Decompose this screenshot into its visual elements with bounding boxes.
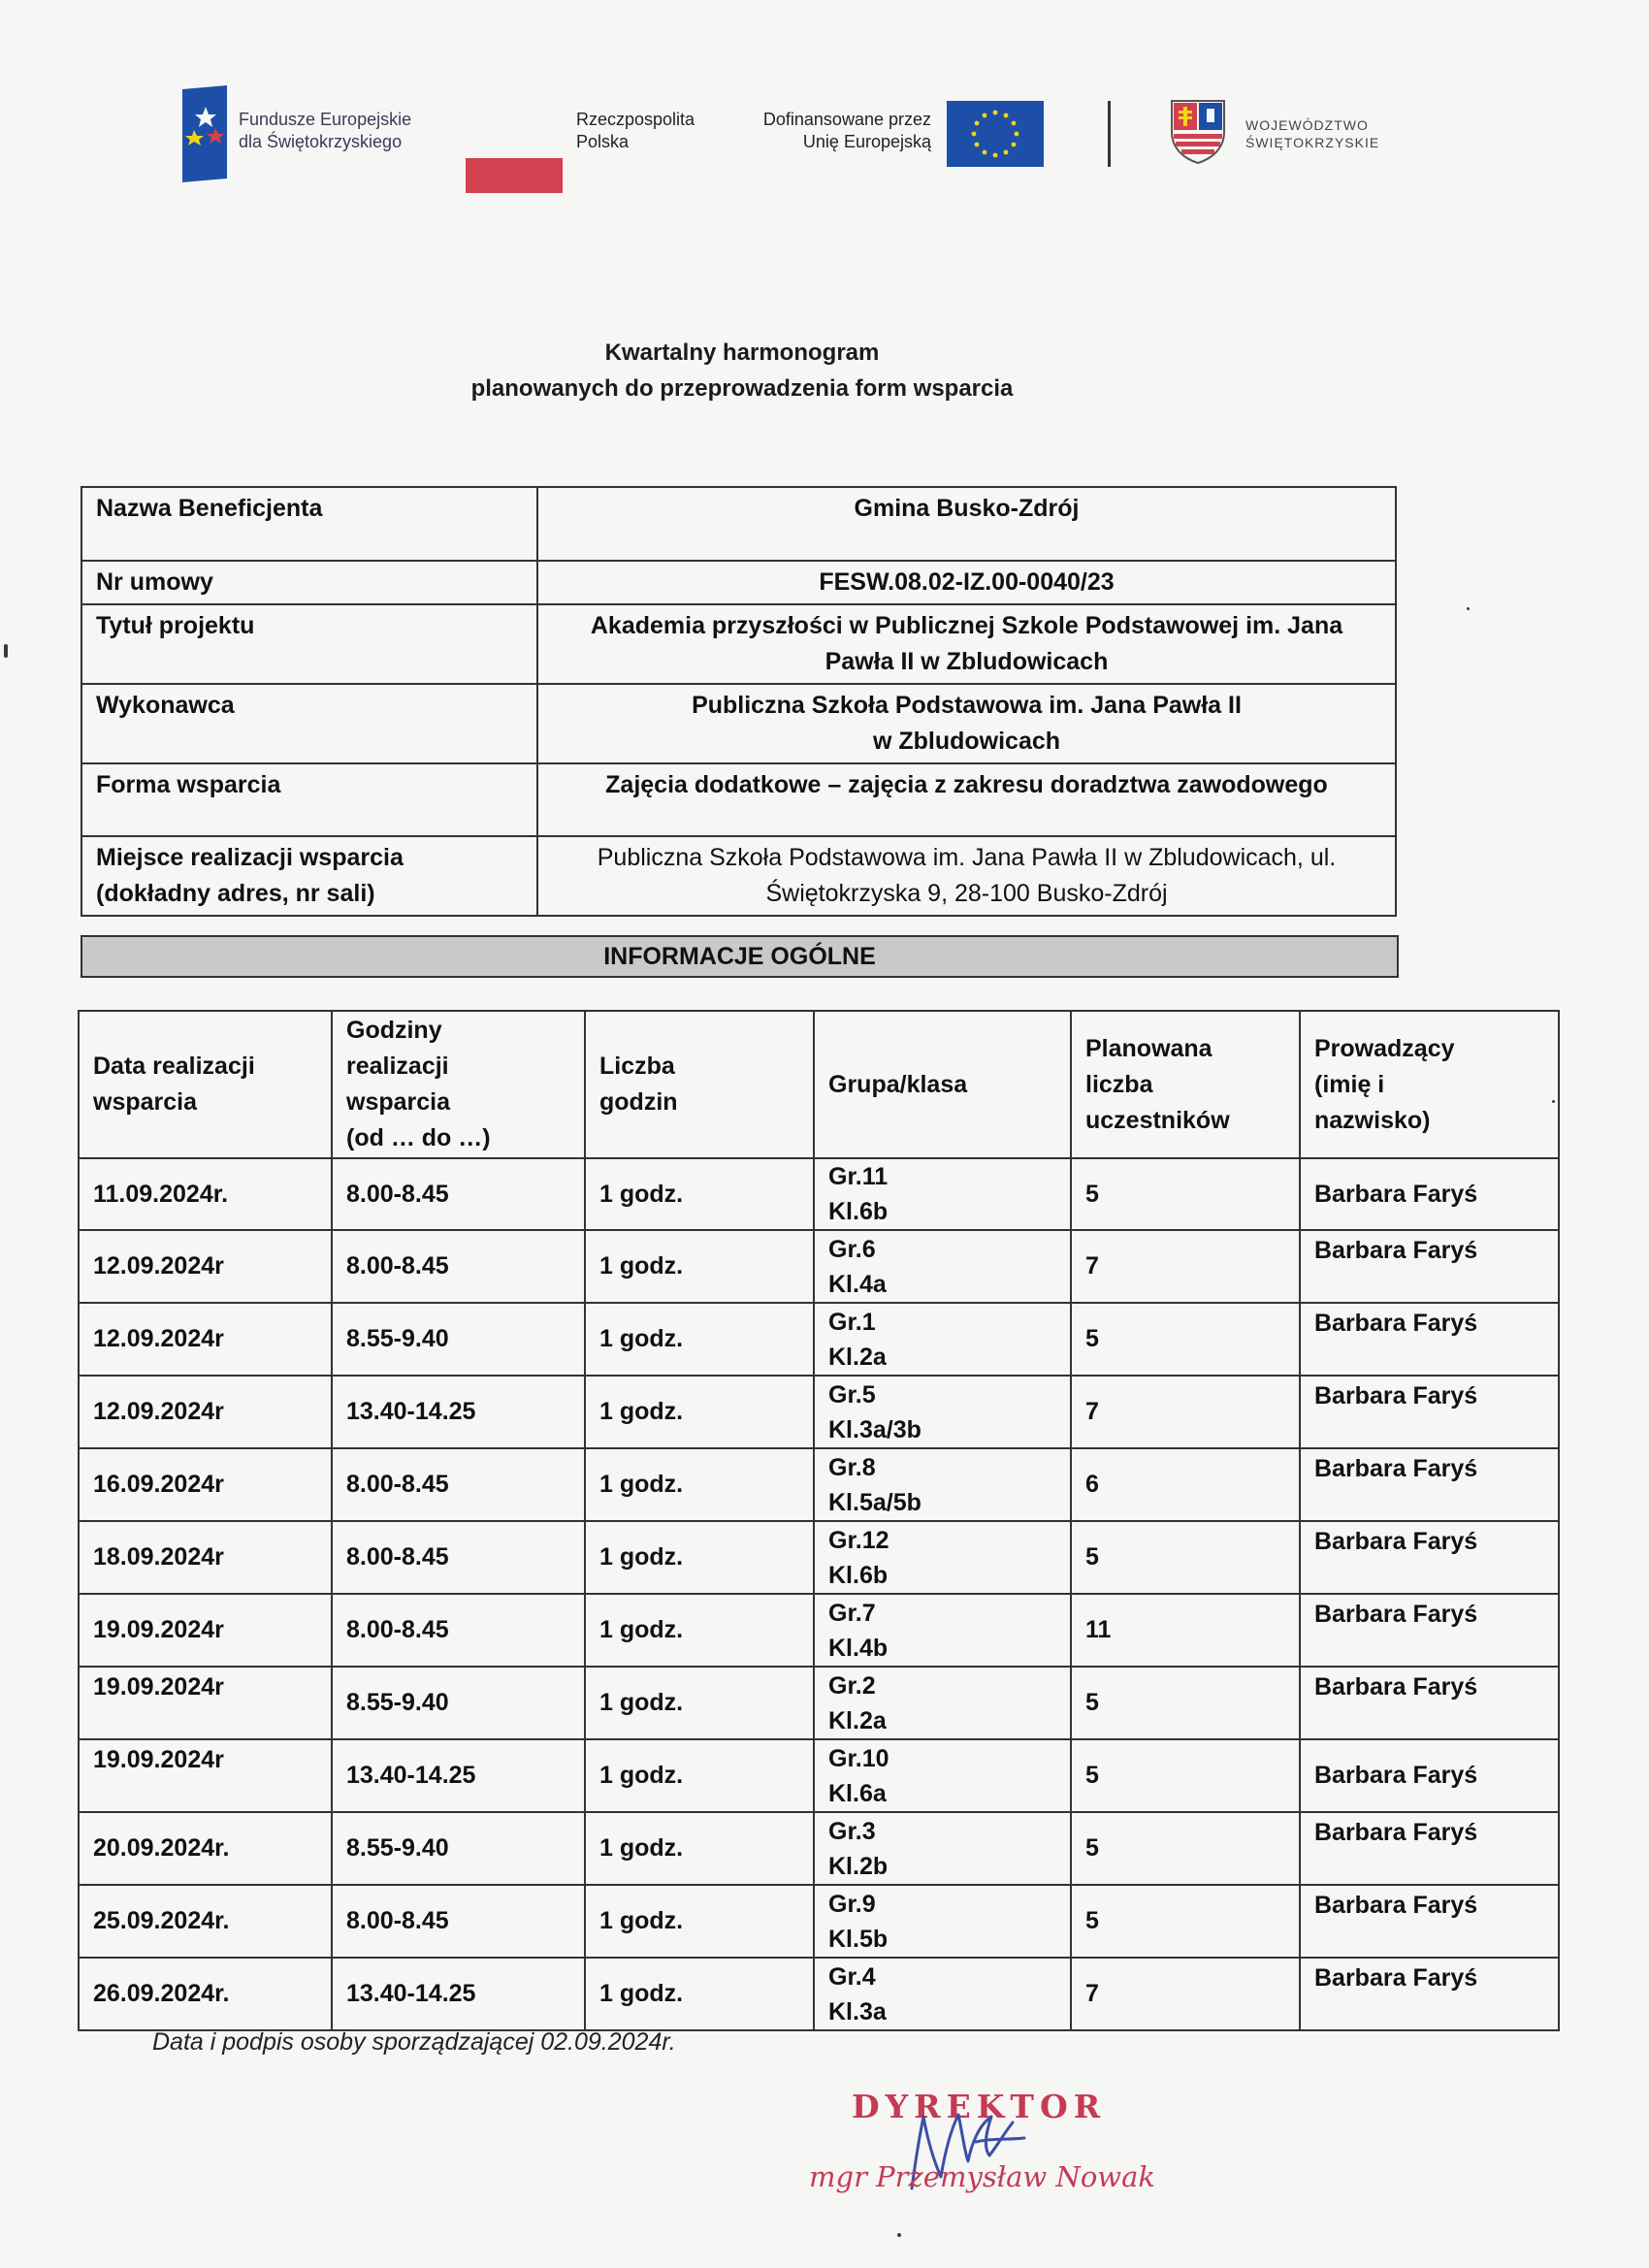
cell-hour-count: 1 godz. <box>585 1667 814 1739</box>
cell-date: 20.09.2024r. <box>79 1812 332 1885</box>
group-name: Gr.9 <box>828 1890 876 1918</box>
director-stamp-title: DYREKTOR <box>852 2088 1107 2125</box>
table-row <box>79 1448 1559 1521</box>
cell-teacher: Barbara Faryś <box>1300 1594 1559 1667</box>
cell-participants: 5 <box>1071 1885 1300 1958</box>
rzeczpospolita-text <box>576 109 695 153</box>
header-line: wsparcia <box>346 1088 451 1116</box>
cell-hours: 8.00-8.45 <box>332 1230 585 1303</box>
class-name: Kl.6b <box>828 1561 889 1589</box>
cell-hours: 8.55-9.40 <box>332 1812 585 1885</box>
info-label: Wykonawca <box>81 684 537 763</box>
title-line-2: planowanych do przeprowadzenia form wsparcia <box>470 375 1014 402</box>
cell-participants: 5 <box>1071 1521 1300 1594</box>
cell-group <box>814 1739 1071 1812</box>
info-row-project-title <box>81 604 1396 684</box>
info-label: Forma wsparcia <box>81 763 537 836</box>
cell-hours: 8.00-8.45 <box>332 1594 585 1667</box>
eu-cofinancing-text <box>749 109 931 153</box>
info-label-line-1: Miejsce realizacji wsparcia <box>96 844 404 871</box>
section-title-bar: INFORMACJE OGÓLNE <box>81 935 1399 978</box>
cell-hours: 8.55-9.40 <box>332 1303 585 1376</box>
cell-hour-count: 1 godz. <box>585 1812 814 1885</box>
class-name: Kl.4b <box>828 1634 889 1662</box>
fundusze-europejskie-logo-icon <box>182 85 233 182</box>
table-row <box>79 1303 1559 1376</box>
cell-group <box>814 1812 1071 1885</box>
group-name: Gr.7 <box>828 1599 876 1627</box>
cell-participants: 7 <box>1071 1958 1300 2030</box>
table-row <box>79 1230 1559 1303</box>
group-name: Gr.2 <box>828 1671 876 1700</box>
pl-line-2: Polska <box>576 132 630 151</box>
scan-mark <box>1552 1100 1555 1103</box>
group-name: Gr.12 <box>828 1526 889 1554</box>
cell-date: 19.09.2024r <box>79 1739 332 1812</box>
header-hour-count <box>585 1011 814 1158</box>
schedule-table <box>78 1010 1560 2031</box>
info-value: FESW.08.02-IZ.00-0040/23 <box>537 561 1396 604</box>
wojewodztwo-text <box>1245 116 1379 151</box>
header-line: Godziny <box>346 1017 442 1044</box>
cell-teacher: Barbara Faryś <box>1300 1812 1559 1885</box>
document-title <box>0 335 1484 406</box>
cell-hour-count: 1 godz. <box>585 1594 814 1667</box>
table-row <box>79 1594 1559 1667</box>
group-name: Gr.3 <box>828 1817 876 1845</box>
info-value <box>537 836 1396 916</box>
info-value: Zajęcia dodatkowe – zajęcia z zakresu doradztwa zawodowego <box>537 763 1396 836</box>
info-label-line-2: (dokładny adres, nr sali) <box>96 880 375 907</box>
poland-flag-icon <box>466 123 563 193</box>
pl-line-1: Rzeczpospolita <box>576 110 695 129</box>
info-row-support-form <box>81 763 1396 836</box>
header-line: wsparcia <box>93 1088 198 1116</box>
cell-hours: 8.00-8.45 <box>332 1158 585 1230</box>
group-name: Gr.6 <box>828 1235 876 1263</box>
cell-date: 19.09.2024r <box>79 1594 332 1667</box>
cell-hour-count: 1 godz. <box>585 1376 814 1448</box>
cell-group <box>814 1448 1071 1521</box>
cell-hour-count: 1 godz. <box>585 1448 814 1521</box>
swietokrzyskie-crest-icon <box>1170 99 1226 165</box>
cell-date: 18.09.2024r <box>79 1521 332 1594</box>
scan-mark <box>4 644 8 658</box>
cell-hours: 13.40-14.25 <box>332 1739 585 1812</box>
cell-teacher: Barbara Faryś <box>1300 1958 1559 2030</box>
cell-date: 19.09.2024r <box>79 1667 332 1739</box>
table-row <box>79 1885 1559 1958</box>
fe-line-2: dla Świętokrzyskiego <box>239 132 403 151</box>
cell-teacher: Barbara Faryś <box>1300 1448 1559 1521</box>
cell-group <box>814 1230 1071 1303</box>
cell-teacher: Barbara Faryś <box>1300 1230 1559 1303</box>
cell-group <box>814 1885 1071 1958</box>
header-line: (imię i <box>1314 1070 1385 1098</box>
header-line: Prowadzący <box>1314 1034 1455 1062</box>
cell-group <box>814 1376 1071 1448</box>
class-name: Kl.3a <box>828 1997 887 2025</box>
cell-teacher: Barbara Faryś <box>1300 1376 1559 1448</box>
director-stamp-name: mgr Przemysław Nowak <box>809 2160 1155 2193</box>
header-line: Liczba <box>599 1053 675 1080</box>
cell-hour-count: 1 godz. <box>585 1958 814 2030</box>
cell-date: 16.09.2024r <box>79 1448 332 1521</box>
header-line: Planowana <box>1085 1034 1212 1062</box>
eu-line-2: Unię Europejską <box>802 132 931 151</box>
group-name: Gr.11 <box>828 1163 889 1190</box>
region-line-2: ŚWIĘTOKRZYSKIE <box>1245 135 1380 150</box>
cell-date: 12.09.2024r <box>79 1230 332 1303</box>
header-line: realizacji <box>346 1053 449 1080</box>
info-value: Gmina Busko-Zdrój <box>537 487 1396 561</box>
info-row-location <box>81 836 1396 916</box>
header-hours <box>332 1011 585 1158</box>
class-name: Kl.5b <box>828 1925 889 1953</box>
info-value-line-1: Publiczna Szkoła Podstawowa im. Jana Pawła II w Zbludowicach, ul. <box>597 844 1337 871</box>
header-line: uczestników <box>1085 1106 1230 1134</box>
info-value-line-1: Akademia przyszłości w Publicznej Szkole Podstawowej im. Jana <box>590 612 1343 639</box>
header-line: godzin <box>599 1088 678 1116</box>
group-name: Gr.1 <box>828 1308 876 1336</box>
info-value <box>537 684 1396 763</box>
cell-hour-count: 1 godz. <box>585 1158 814 1230</box>
group-name: Gr.5 <box>828 1380 876 1409</box>
title-line-1: Kwartalny harmonogram <box>604 340 880 366</box>
info-label <box>81 836 537 916</box>
cell-participants: 5 <box>1071 1812 1300 1885</box>
cell-hours: 13.40-14.25 <box>332 1376 585 1448</box>
header-teacher <box>1300 1011 1559 1158</box>
cell-date: 26.09.2024r. <box>79 1958 332 2030</box>
cell-hours: 8.55-9.40 <box>332 1667 585 1739</box>
cell-date: 25.09.2024r. <box>79 1885 332 1958</box>
cell-group <box>814 1303 1071 1376</box>
cell-participants: 6 <box>1071 1448 1300 1521</box>
cell-group <box>814 1521 1071 1594</box>
header-line: liczba <box>1085 1070 1153 1098</box>
table-row <box>79 1739 1559 1812</box>
logo-divider <box>1108 101 1111 167</box>
cell-participants: 5 <box>1071 1667 1300 1739</box>
class-name: Kl.2b <box>828 1852 889 1880</box>
header-date <box>79 1011 332 1158</box>
info-label: Nazwa Beneficjenta <box>81 487 537 561</box>
info-value-line-2: Świętokrzyska 9, 28-100 Busko-Zdrój <box>765 880 1168 907</box>
cell-group <box>814 1594 1071 1667</box>
info-row-contract-number <box>81 561 1396 604</box>
table-row <box>79 1667 1559 1739</box>
info-label: Nr umowy <box>81 561 537 604</box>
region-line-1: WOJEWÓDZTWO <box>1245 117 1369 133</box>
scan-mark <box>897 2233 901 2237</box>
cell-participants: 7 <box>1071 1230 1300 1303</box>
info-value-line-2: Pawła II w Zbludowicach <box>824 648 1109 675</box>
info-label: Tytuł projektu <box>81 604 537 684</box>
class-name: Kl.2a <box>828 1706 887 1734</box>
cell-group <box>814 1958 1071 2030</box>
cell-teacher: Barbara Faryś <box>1300 1885 1559 1958</box>
cell-teacher: Barbara Faryś <box>1300 1303 1559 1376</box>
cell-date: 12.09.2024r <box>79 1376 332 1448</box>
class-name: Kl.3a/3b <box>828 1415 922 1443</box>
schedule-header-row <box>79 1011 1559 1158</box>
cell-hour-count: 1 godz. <box>585 1739 814 1812</box>
cell-participants: 5 <box>1071 1739 1300 1812</box>
cell-participants: 5 <box>1071 1158 1300 1230</box>
class-name: Kl.4a <box>828 1270 887 1298</box>
info-value-line-1: Publiczna Szkoła Podstawowa im. Jana Pawła II <box>692 692 1242 719</box>
cell-hour-count: 1 godz. <box>585 1885 814 1958</box>
class-name: Kl.5a/5b <box>828 1488 922 1516</box>
cell-teacher: Barbara Faryś <box>1300 1739 1559 1812</box>
table-row <box>79 1158 1559 1230</box>
class-name: Kl.2a <box>828 1343 887 1371</box>
cell-participants: 7 <box>1071 1376 1300 1448</box>
eu-line-1: Dofinansowane przez <box>762 110 931 129</box>
table-row <box>79 1376 1559 1448</box>
group-name: Gr.10 <box>828 1744 889 1772</box>
cell-date: 12.09.2024r <box>79 1303 332 1376</box>
table-row <box>79 1521 1559 1594</box>
cell-hours: 13.40-14.25 <box>332 1958 585 2030</box>
header-line: nazwisko) <box>1314 1106 1431 1134</box>
header-line: Data realizacji <box>93 1053 255 1080</box>
fundusze-europejskie-text <box>239 109 411 153</box>
cell-hours: 8.00-8.45 <box>332 1885 585 1958</box>
eu-flag-icon <box>947 101 1044 167</box>
cell-teacher: Barbara Faryś <box>1300 1158 1559 1230</box>
fe-line-1: Fundusze Europejskie <box>239 110 412 129</box>
info-value-line-2: w Zbludowicach <box>872 728 1061 755</box>
cell-hour-count: 1 godz. <box>585 1303 814 1376</box>
funding-logo-strip <box>175 78 1387 184</box>
cell-participants: 11 <box>1071 1594 1300 1667</box>
info-value <box>537 604 1396 684</box>
cell-participants: 5 <box>1071 1303 1300 1376</box>
table-row <box>79 1812 1559 1885</box>
info-row-beneficiary <box>81 487 1396 561</box>
scan-mark <box>1467 607 1470 610</box>
class-name: Kl.6a <box>828 1779 887 1807</box>
cell-group <box>814 1158 1071 1230</box>
header-group <box>814 1011 1071 1158</box>
group-name: Gr.4 <box>828 1962 876 1991</box>
header-line: Grupa/klasa <box>828 1070 968 1098</box>
project-info-table <box>81 486 1397 917</box>
cell-date: 11.09.2024r. <box>79 1158 332 1230</box>
cell-hour-count: 1 godz. <box>585 1230 814 1303</box>
header-line: (od … do …) <box>346 1124 491 1151</box>
group-name: Gr.8 <box>828 1453 876 1481</box>
cell-hours: 8.00-8.45 <box>332 1521 585 1594</box>
header-participants <box>1071 1011 1300 1158</box>
cell-hour-count: 1 godz. <box>585 1521 814 1594</box>
table-row <box>79 1958 1559 2030</box>
cell-teacher: Barbara Faryś <box>1300 1667 1559 1739</box>
class-name: Kl.6b <box>828 1198 889 1225</box>
cell-group <box>814 1667 1071 1739</box>
cell-teacher: Barbara Faryś <box>1300 1521 1559 1594</box>
info-row-contractor <box>81 684 1396 763</box>
signature-note: Data i podpis osoby sporządzającej 02.09.2024r. <box>152 2028 676 2056</box>
cell-hours: 8.00-8.45 <box>332 1448 585 1521</box>
